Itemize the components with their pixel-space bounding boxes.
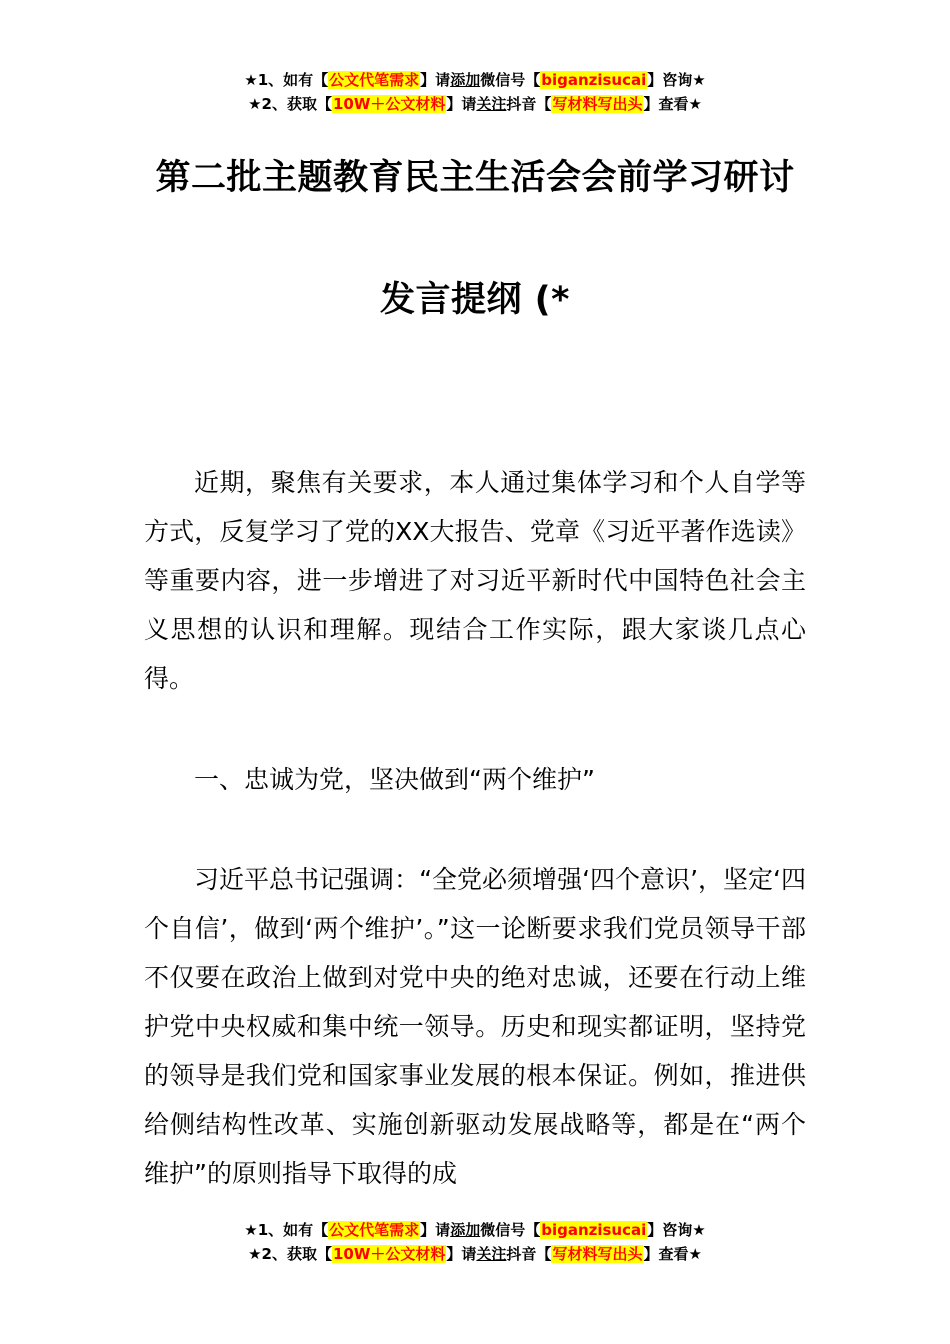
banner-line-2	[0, 1242, 950, 1266]
banner-highlight: 公文代笔需求	[329, 71, 420, 89]
document-title-line-2: 发言提纲 (*	[380, 280, 570, 320]
banner-underline: 添加	[450, 71, 481, 89]
banner-text: 抖音【	[506, 95, 552, 113]
paragraph-intro: 近期，聚焦有关要求，本人通过集体学习和个人自学等方式，反复学习了党的XX大报告、党章《习近平著作选读》等重要内容，进一步增进了对习近平新时代中国特色社会主义思想的认识和理解。现结合工作实际，跟大家谈几点心得。	[144, 468, 806, 693]
banner-highlight: 写材料写出头	[552, 1245, 643, 1263]
banner-text: 】请	[420, 1221, 451, 1239]
banner-text: 】请	[446, 95, 477, 113]
banner-line-1	[0, 1218, 950, 1242]
banner-highlight: 公文代笔需求	[329, 1221, 420, 1239]
document-title-line-1: 第二批主题教育民主生活会会前学习研讨	[155, 158, 795, 198]
banner-text: 】查看★	[643, 1245, 702, 1263]
banner-highlight: biganzisucai	[541, 71, 647, 89]
banner-underline: 关注	[476, 95, 507, 113]
banner-highlight: 10W＋公文材料	[332, 95, 446, 113]
banner-text: 】咨询★	[647, 1221, 706, 1239]
banner-text: ★2、获取【	[248, 95, 332, 113]
banner-highlight: biganzisucai	[541, 1221, 647, 1239]
banner-highlight: 10W＋公文材料	[332, 1245, 446, 1263]
banner-line-2	[0, 92, 950, 116]
banner-highlight: 写材料写出头	[552, 95, 643, 113]
banner-text: 】查看★	[643, 95, 702, 113]
banner-underline: 关注	[476, 1245, 507, 1263]
banner-line-1	[0, 68, 950, 92]
banner-text: ★1、如有【	[244, 71, 329, 89]
banner-text: 】咨询★	[647, 71, 706, 89]
paragraph-section-1: 习近平总书记强调：“全党必须增强‘四个意识’，坚定‘四个自信’，做到‘两个维护’。”这一论断要求我们党员领导干部不仅要在政治上做到对党中央的绝对忠诚，还要在行动上维护党中央权威和集中统一领导。历史和现实都证明，坚持党的领导是我们党和国家事业发展的根本保证。例如，推进供给侧结构性改革、实施创新驱动发展战略等，都是在“两个维护”的原则指导下取得的成	[144, 865, 806, 1188]
footer-banner	[0, 1218, 950, 1266]
banner-text: 】请	[420, 71, 451, 89]
banner-text: ★1、如有【	[244, 1221, 329, 1239]
banner-text: ★2、获取【	[248, 1245, 332, 1263]
header-banner	[0, 68, 950, 116]
section-heading-1: 一、忠诚为党，坚决做到“两个维护”	[194, 765, 595, 794]
banner-text: 微信号【	[480, 1221, 541, 1239]
banner-text: 抖音【	[506, 1245, 552, 1263]
banner-text: 微信号【	[480, 71, 541, 89]
banner-text: 】请	[446, 1245, 477, 1263]
banner-underline: 添加	[450, 1221, 481, 1239]
